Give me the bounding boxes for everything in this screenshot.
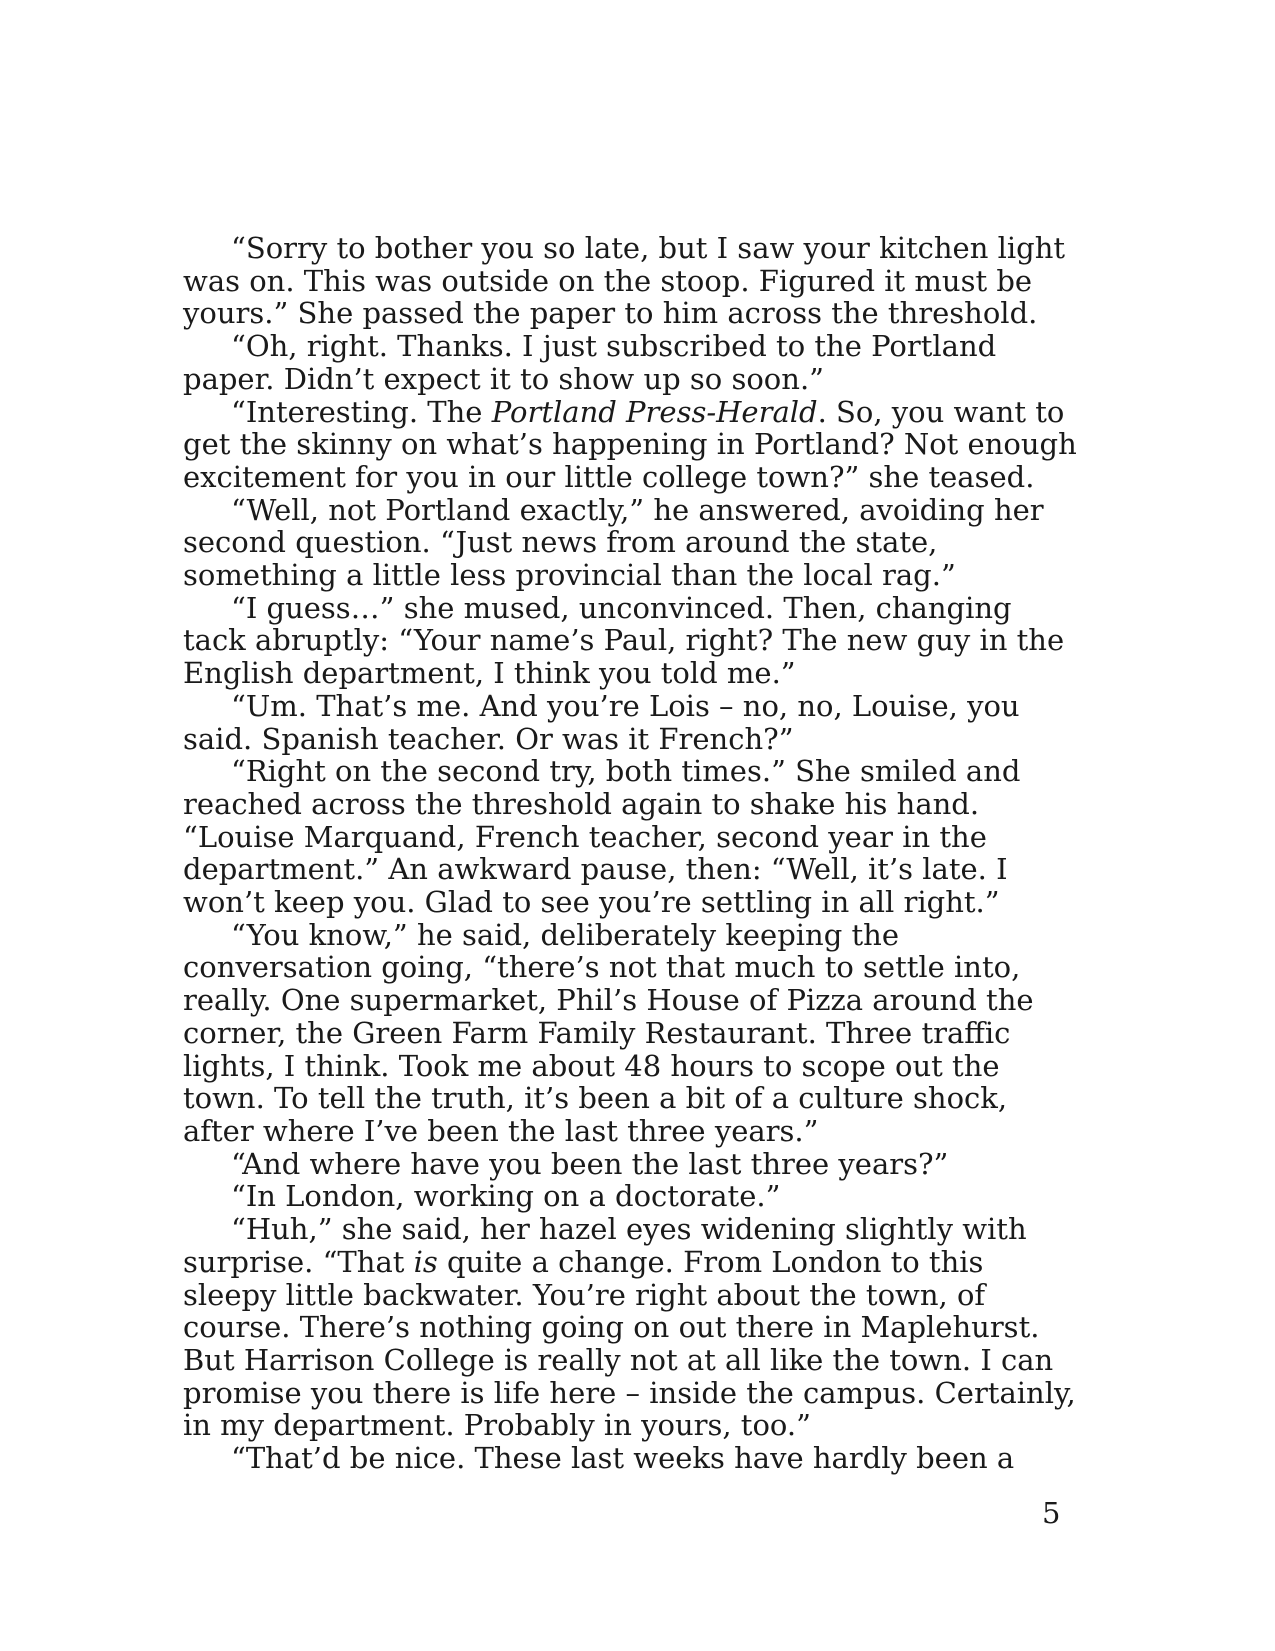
paragraph [183, 494, 1083, 592]
paragraph [183, 690, 1083, 755]
italic-emphasis: is [413, 1244, 438, 1279]
text-run: “Huh,” she said, her hazel eyes widening slightly with surprise. “That [183, 1212, 1027, 1279]
paragraph [183, 919, 1083, 1148]
text-run: . So, you want to get the skinny on what’s happening in Portland? Not enough excitement for you in our little college town?” she teased. [183, 394, 1077, 494]
paragraph [183, 1180, 1083, 1213]
text-run: “Well, not Portland exactly,” he answered, avoiding her second question. “Just news from around the state, something a little less provincial than the local rag.” [183, 492, 1044, 593]
paragraph [183, 1213, 1083, 1442]
text-run: “I guess…” she mused, unconvinced. Then, changing tack abruptly: “Your name’s Paul, right? The new guy in the English department, I think you told me.” [183, 590, 1065, 691]
text-run: “In London, working on a doctorate.” [231, 1179, 781, 1214]
text-run: “Interesting. The [231, 394, 492, 429]
paragraph [183, 1148, 1083, 1181]
text-run: “Sorry to bother you so late, but I saw your kitchen light was on. This was outside on the stoop. Figured it must be yours.” She passed the paper to him across the threshold. [183, 231, 1066, 331]
paragraph [183, 330, 1083, 395]
paragraph [183, 1442, 1083, 1475]
paragraph [183, 592, 1083, 690]
text-run: “Oh, right. Thanks. I just subscribed to the Portland paper. Didn’t expect it to show up so soon.” [183, 329, 997, 396]
text-run: “That’d be nice. These last weeks have hardly been a [231, 1441, 1015, 1476]
text-run: “Um. That’s me. And you’re Lois – no, no, Louise, you said. Spanish teacher. Or was it French?” [183, 688, 1020, 756]
text-run: quite a change. From London to this sleepy little backwater. You’re right about the town, of course. There’s nothing going on out there in Maplehurst. But Harrison College is really not at all like the town. I can promise you there is life here – inside the campus. Certainly, in my department. Probably in yours, too.” [183, 1244, 1076, 1443]
body-text [183, 232, 1083, 1475]
text-run: “You know,” he said, deliberately keeping the conversation going, “there’s not that much to settle into, really. One supermarket, Phil’s House of Pizza around the corner, the Green Farm Family Restaurant. Three traffic lights, I think. Took me about 48 hours to scope out the town. To tell the truth, it’s been a bit of a culture shock, after where I’ve been the last three years.” [183, 917, 1034, 1148]
italic-title: Portland Press-Herald [491, 394, 818, 429]
page-number: 5 [1042, 1496, 1061, 1530]
text-run: “And where have you been the last three years?” [231, 1146, 949, 1181]
paragraph [183, 232, 1083, 330]
text-run: “Right on the second try, both times.” She smiled and reached across the threshold again to shake his hand. “Louise Marquand, French teacher, second year in the department.” An awkward pause, then: “Well, it’s late. I won’t keep you. Glad to see you’re settling in all right.” [183, 754, 1021, 920]
paragraph [183, 396, 1083, 494]
paragraph [183, 755, 1083, 919]
